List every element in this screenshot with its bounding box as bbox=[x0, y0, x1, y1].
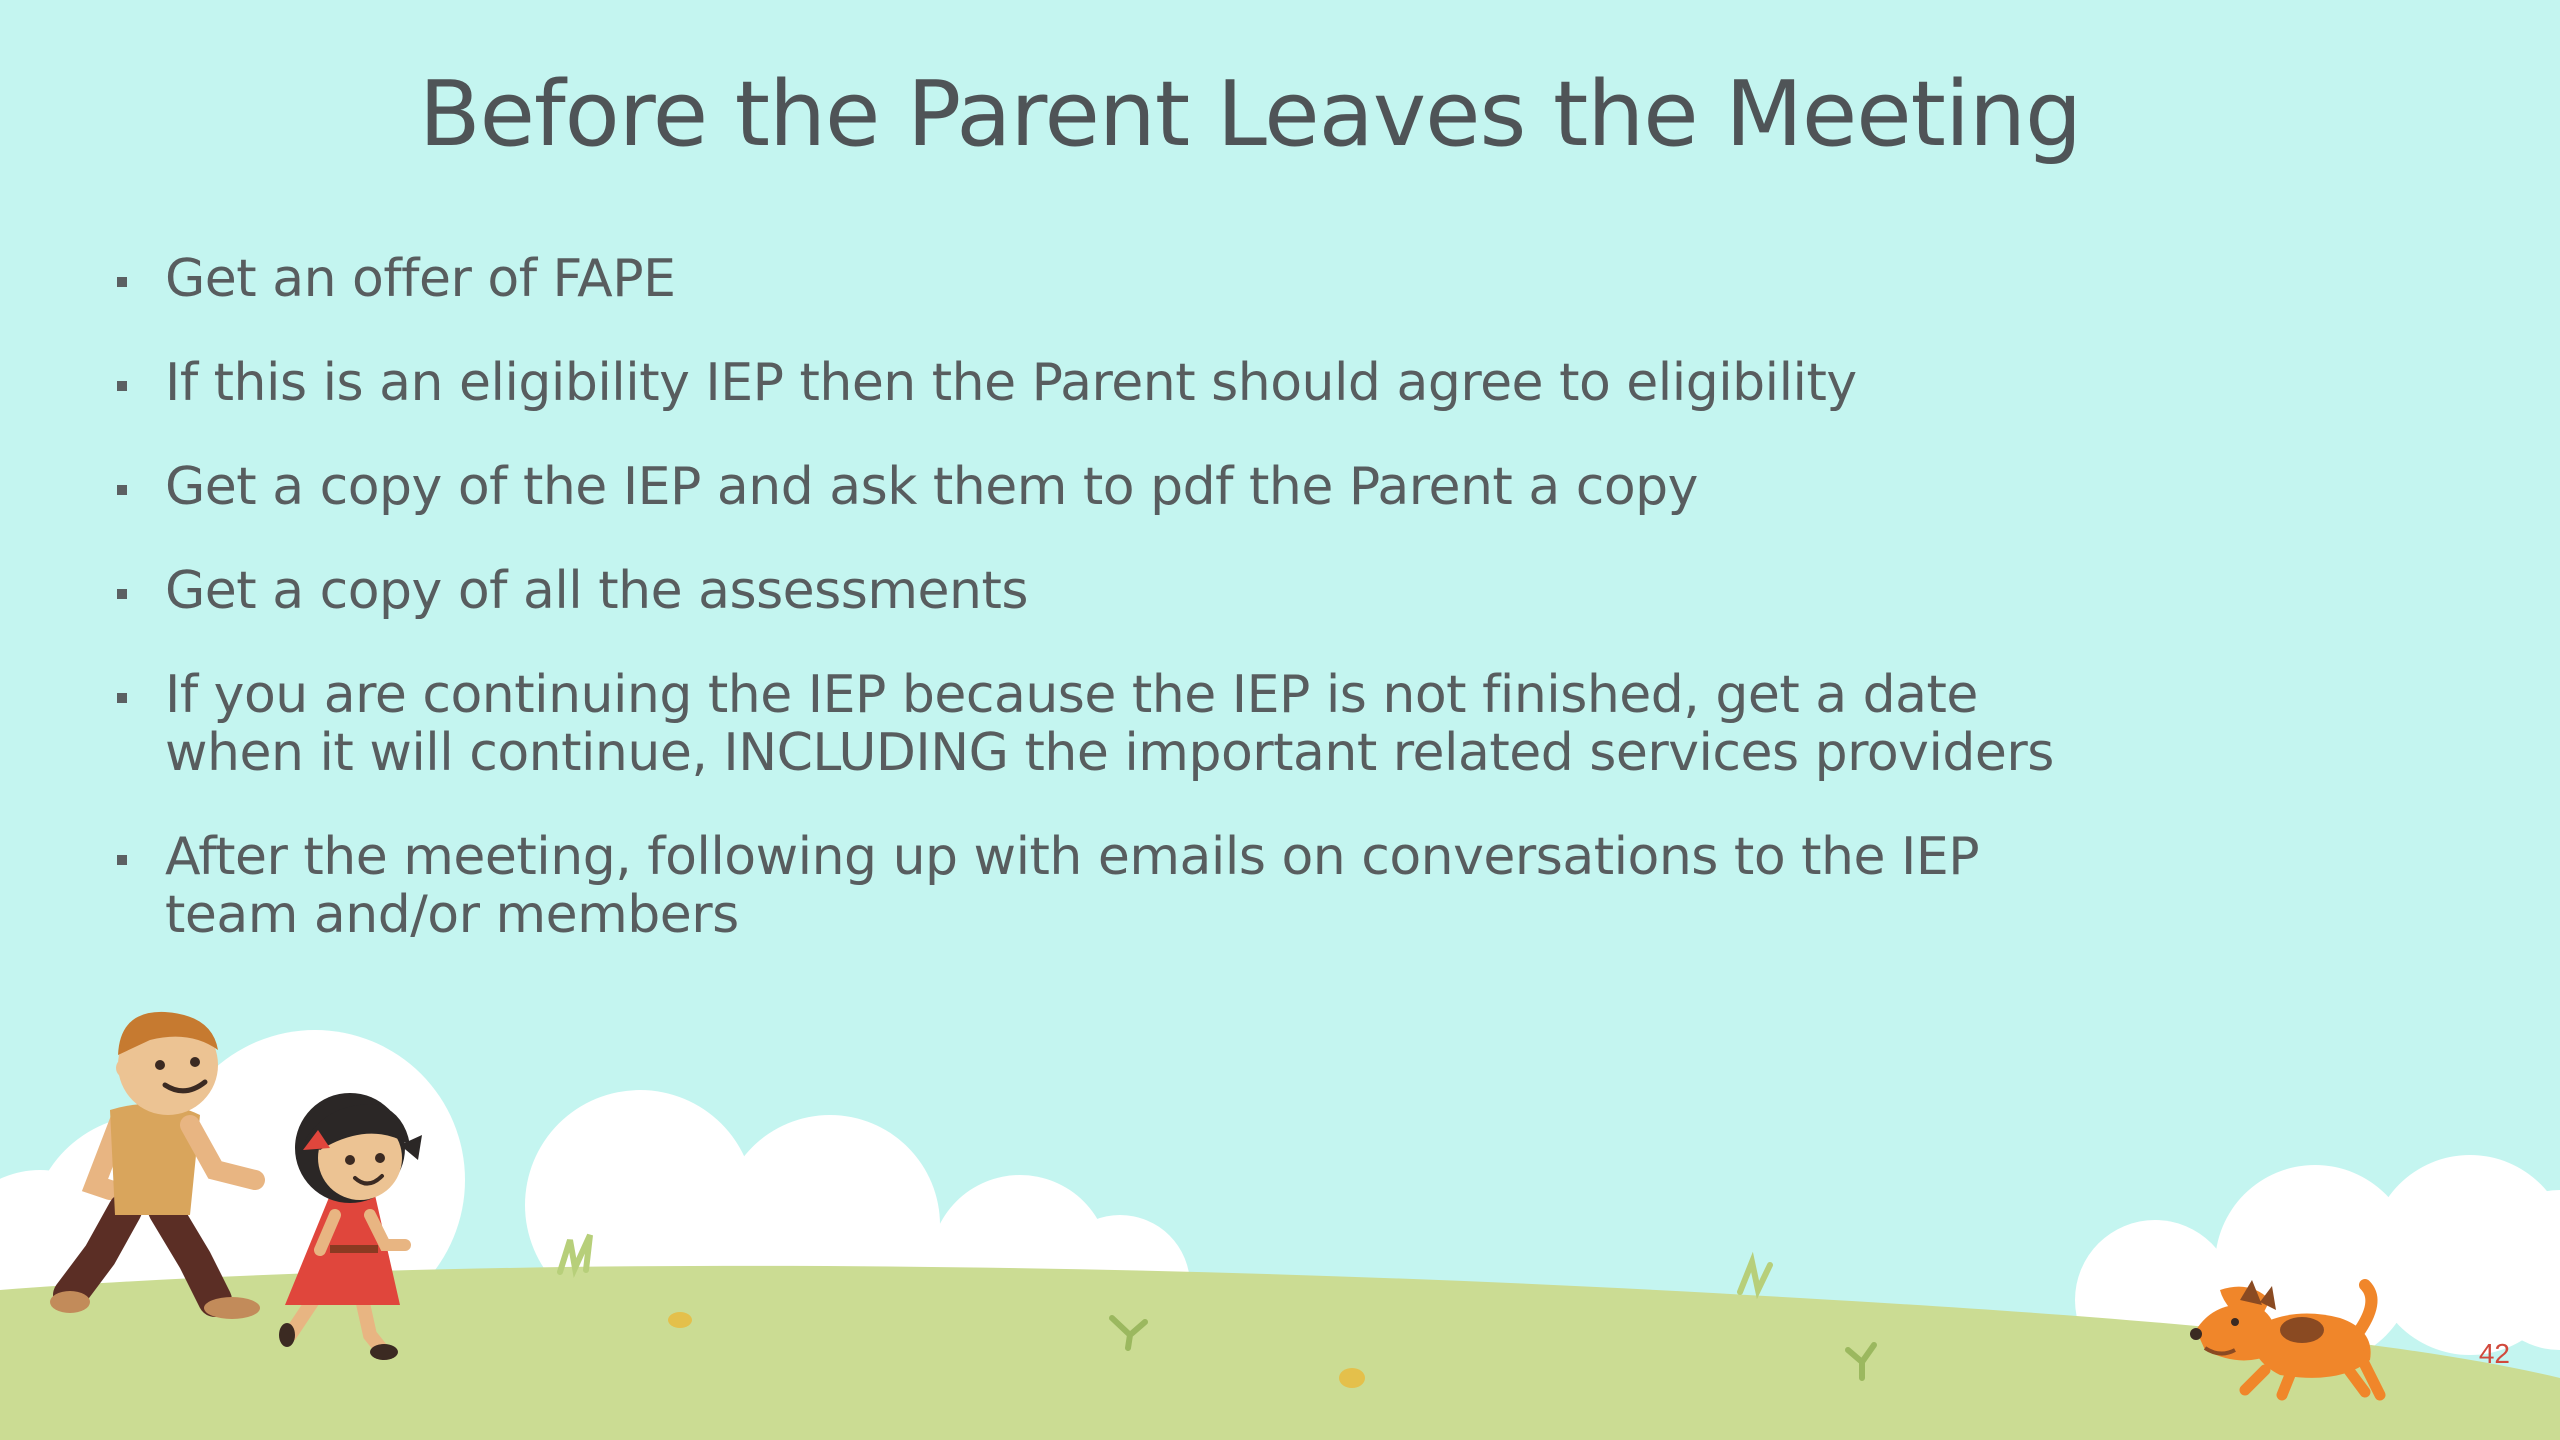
bullet-list bbox=[112, 250, 2112, 990]
bullet-item bbox=[112, 828, 2112, 944]
bullet-item bbox=[112, 666, 2112, 782]
bullet-text: Get a copy of the IEP and ask them to pdf the Parent a copy bbox=[165, 457, 1698, 517]
slide-title: Before the Parent Leaves the Meeting bbox=[418, 62, 2082, 167]
square-bullet-icon bbox=[117, 693, 127, 703]
bullet-item bbox=[112, 250, 2112, 308]
bullet-item bbox=[112, 458, 2112, 516]
bullet-text: If you are continuing the IEP because the IEP is not finished, get a date when it will continue, INCLUDING the important related services providers bbox=[165, 665, 2054, 783]
bullet-text: Get an offer of FAPE bbox=[165, 249, 676, 309]
square-bullet-icon bbox=[117, 381, 127, 391]
square-bullet-icon bbox=[117, 589, 127, 599]
page-number: 42 bbox=[2478, 1338, 2510, 1369]
square-bullet-icon bbox=[117, 855, 127, 865]
square-bullet-icon bbox=[117, 485, 127, 495]
bullet-item bbox=[112, 354, 2112, 412]
bullet-text: Get a copy of all the assessments bbox=[165, 561, 1028, 621]
bullet-text: After the meeting, following up with emails on conversations to the IEP team and/or members bbox=[165, 827, 1980, 945]
bullet-item bbox=[112, 562, 2112, 620]
bullet-text: If this is an eligibility IEP then the Parent should agree to eligibility bbox=[165, 353, 1857, 413]
square-bullet-icon bbox=[117, 277, 127, 287]
